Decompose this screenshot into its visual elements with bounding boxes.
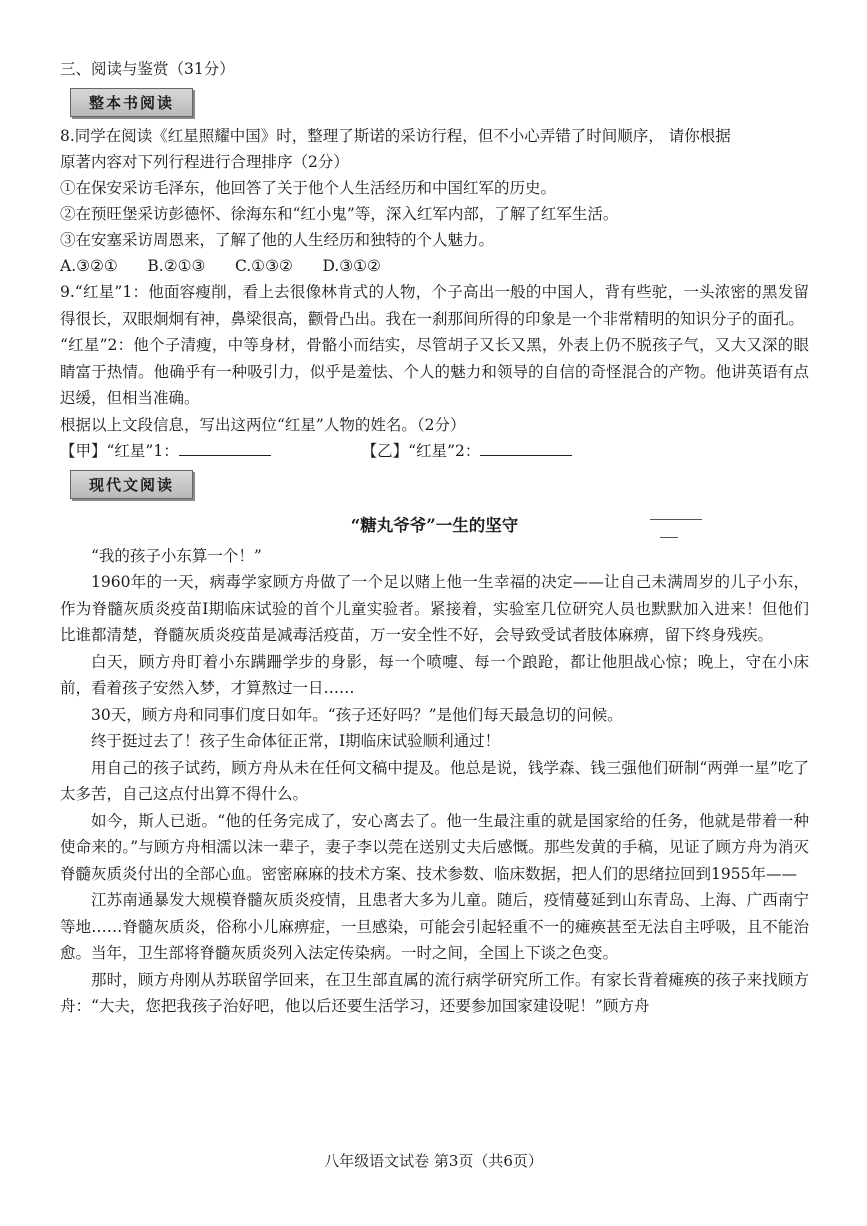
article-paragraph: 1960年的一天，病毒学家顾方舟做了一个足以赌上他一生幸福的决定——让自己未满周岁的儿子小东，作为脊髓灰质炎疫苗I期临床试验的首个儿童实验者。紧接着，实验室几位研究人员也默默加入进来！但他们比谁都清楚，脊髓灰质炎疫苗是减毒活疫苗，万一安全性不好，会导致受试者肢体麻痹，留下终身残疾。	[60, 573, 809, 644]
article-paragraph: 那时，顾方舟刚从苏联留学回来，在卫生部直属的流行病学研究所工作。有家长背着瘫痪的孩子来找顾方舟：“大夫，您把我孩子治好吧，他以后还要生活学习，还要参加国家建设呢！”顾方舟	[60, 970, 809, 1015]
article-paragraph: 如今，斯人已逝。“他的任务完成了，安心离去了。他一生最注重的就是国家给的任务，他就是带着一种使命来的。”与顾方舟相濡以沫一辈子，妻子李以莞在送别丈夫后感慨。那些发黄的手稿，见证了顾方舟为消灭脊髓灰质炎付出的全部心血。密密麻麻的技术方案、技术参数、临床数据，把人们的思绪拉回到1955年——	[60, 811, 809, 883]
article-paragraph: 用自己的孩子试药，顾方舟从未在任何文稿中提及。他总是说，钱学森、钱三强他们研制“两弹一星”吃了太多苦，自己这点付出算不得什么。	[60, 758, 809, 803]
whole-book-reading-badge: 整本书阅读	[70, 88, 193, 117]
article-title	[60, 509, 809, 543]
article-paragraph: 30天，顾方舟和同事们度日如年。“孩子还好吗？”是他们每天最急切的问候。	[91, 705, 623, 724]
q8-options	[60, 253, 809, 279]
pen-mark	[650, 519, 702, 520]
article-paragraph: “我的孩子小东算一个！”	[91, 546, 262, 565]
q8-option-c: C.①③②	[234, 257, 293, 275]
q9-prompt: 根据以上文段信息，写出这两位“红星”人物的姓名。（2分）	[60, 415, 466, 434]
article-title-text: “糖丸爷爷”一生的坚守	[350, 515, 519, 535]
section-title: 三、阅读与鉴赏（31分）	[60, 60, 235, 78]
q8-item-1: ①在保安采访毛泽东，他回答了关于他个人生活经历和中国红军的历史。	[60, 179, 557, 197]
q9-answer-a-blank[interactable]	[179, 441, 271, 456]
pen-mark	[660, 537, 678, 538]
q8-option-b: B.②①③	[147, 257, 206, 275]
q8-stem-line1: 8.同学在阅读《红星照耀中国》时，整理了斯诺的采访行程，但不小心弄错了时间顺序， 请你根据	[60, 127, 731, 145]
article-paragraph: 白天，顾方舟盯着小东蹒跚学步的身影，每一个喷嚏、每一个踉跄，都让他胆战心惊；晚上，守在小床前，看着孩子安然入梦，才算熬过一日……	[60, 652, 809, 697]
page-footer: 八年级语文试卷 第3页（共6页）	[324, 1152, 543, 1170]
q8-option-a: A.③②①	[60, 257, 118, 275]
q9-answer-b-blank[interactable]	[480, 441, 572, 456]
modern-reading-badge: 现代文阅读	[70, 470, 193, 499]
q9-answer-b-label: 【乙】“红星”2：	[361, 441, 481, 460]
q8-item-3: ③在安塞采访周恩来，了解了他的人生经历和独特的个人魅力。	[60, 231, 495, 249]
q9-red-star-1: 9.“红星”1：他面容瘦削，看上去很像林肯式的人物，个子高出一般的中国人，背有些驼，一头浓密的黑发留得很长，双眼炯炯有神，鼻梁很高，颧骨凸出。我在一刹那间所得的印象是一个非常精明的知识分子的面孔。	[60, 283, 809, 328]
article-paragraph: 江苏南通暴发大规模脊髓灰质炎疫情，且患者大多为儿童。随后，疫情蔓延到山东青岛、上海、广西南宁等地……脊髓灰质炎，俗称小儿麻痹症，一旦感染，可能会引起轻重不一的瘫痪甚至无法自主呼吸，且不能治愈。当年，卫生部将脊髓灰质炎列入法定传染病。一时之间，全国上下谈之色变。	[60, 891, 809, 962]
q9-answers	[60, 438, 809, 464]
q8-option-d: D.③①②	[322, 257, 381, 275]
article-paragraph: 终于挺过去了！孩子生命体征正常，I期临床试验顺利通过！	[91, 732, 501, 750]
q9-answer-a-label: 【甲】“红星”1：	[60, 441, 179, 460]
q9-red-star-2: “红星”2：他个子清瘦，中等身材，骨骼小而结实，尽管胡子又长又黑，外表上仍不脱孩子气，又大又深的眼睛富于热情。他确乎有一种吸引力，似乎是羞怯、个人的魅力和领导的自信的奇怪混合的产物。他讲英语有点迟缓，但相当准确。	[60, 336, 809, 407]
q8-item-2: ②在预旺堡采访彭德怀、徐海东和“红小鬼”等，深入红军内部，了解了红军生活。	[60, 205, 619, 223]
q8-stem-line2: 原著内容对下列行程进行合理排序（2分）	[60, 153, 349, 171]
